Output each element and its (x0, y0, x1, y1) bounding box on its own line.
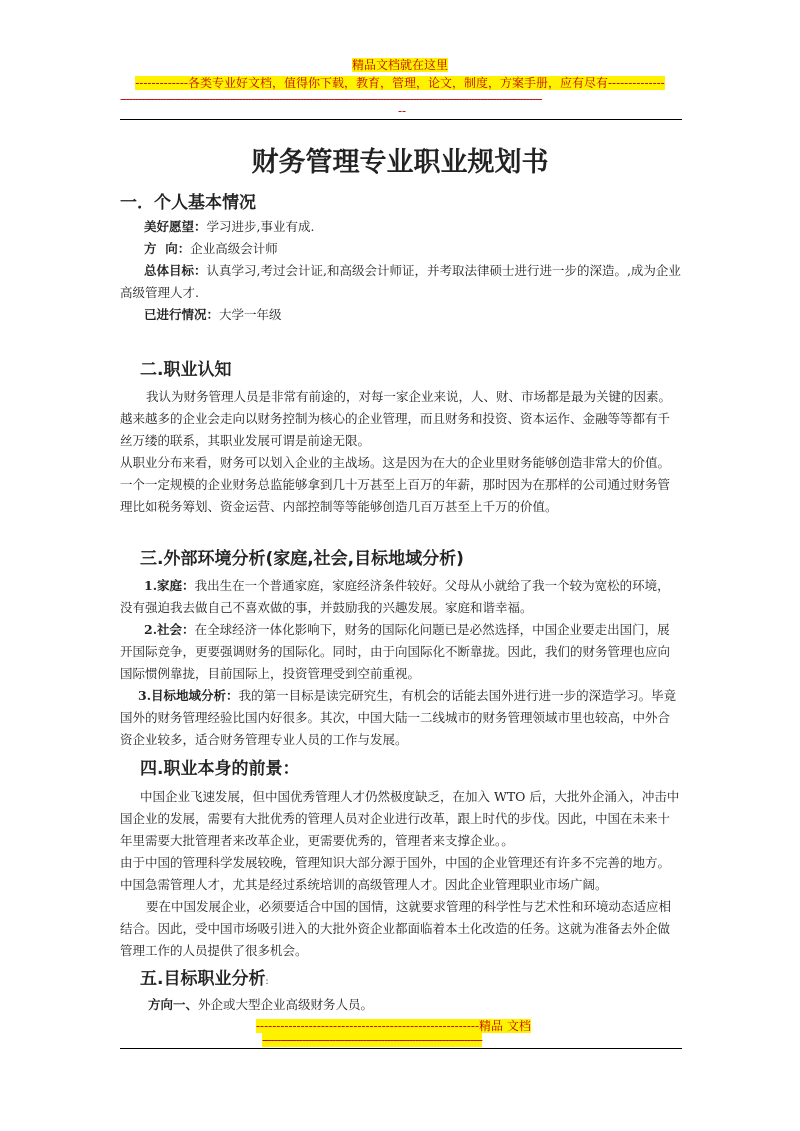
section-5-item-1-label: 方向一、 (148, 997, 199, 1012)
section-2-heading: 二.职业认知 (140, 360, 232, 380)
section-1-item-4-text: 大学一年级 (219, 307, 282, 322)
section-5-heading (140, 964, 269, 989)
section-1-item-4-label: 已进行情况： (144, 307, 220, 322)
section-1-item-3-text: 认真学习,考过会计证,和高级会计师证，并考取法律硕士进行进一步的深造。,成为企业高级管理人才. (120, 263, 681, 300)
document-title: 财务管理专业职业规划书 (251, 147, 549, 178)
section-2-paragraph-1: 我认为财务管理人员是非常有前途的，对每一家企业来说，人、财、市场都是最为关键的因素。越来越多的企业会走向以财务控制为核心的企业管理，而且财务和投资、资本运作、金融等等都有千丝万缕的联系，其职业发展可谓是前途无限。 (120, 389, 672, 448)
section-3-item-1-text: 我出生在一个普通家庭，家庭经济条件较好。父母从小就给了我一个较为宽松的环境，没有强迫我去做自己不喜欢做的事，并鼓励我的兴趣发展。家庭和谐幸福。 (120, 578, 670, 615)
section-4-paragraph-1: 中国企业飞速发展，但中国优秀管理人才仍然极度缺乏，在加入 WTO 后，大批外企涌入，冲击中国企业的发展，需要有大批优秀的管理人员对企业进行改革，跟上时代的步伐。因此，中国在未来十年里需要大批管理者来改革企业，更需要优秀的，管理者来支撑企业。。 (120, 789, 680, 848)
section-1-item-2 (144, 238, 682, 260)
footer-banner-text: -------------------------------------------------------精品 文档 (256, 1019, 531, 1033)
header-dash-line: ------------------------------------------------------------------------------------------------------------------------------------------ (120, 92, 542, 106)
section-1-item-1-label: 美好愿望： (144, 219, 207, 234)
section-3-item-2 (120, 619, 682, 685)
section-3-item-2-label: 2.社会： (144, 622, 195, 637)
header-dash-tail: -- (398, 104, 407, 118)
footer-line-1 (256, 1017, 531, 1034)
section-1-item-1-text: 学习进步,事业有成. (206, 219, 315, 234)
section-3-heading: 三.外部环境分析(家庭,社会,目标地域分析) (140, 549, 464, 569)
section-5-item-1 (148, 994, 682, 1016)
header-rule (120, 119, 682, 120)
section-3-item-3 (120, 685, 682, 751)
section-1-item-4 (144, 304, 682, 326)
header-line-1 (0, 56, 800, 73)
header-banner-text: 精品文档就在这里 (351, 58, 448, 72)
section-1-item-1 (144, 216, 682, 238)
footer-dash-text: ------------------------------------------------------------------------ (262, 1033, 482, 1047)
section-1-item-2-text: 企业高级会计师 (190, 241, 278, 256)
section-5-item-1-text: 外企或大型企业高级财务人员。 (198, 997, 374, 1012)
section-4-paragraph-3: 要在中国发展企业，必须要适合中国的国情，这就要求管理的科学性与艺术性和环境动态适应相结合。因此，受中国市场吸引进入的大批外资企业都面临着本土化改造的任务。这就为准备去外企做管理工作的人员提供了很多机会。 (120, 899, 672, 958)
section-4-heading: 四.职业本身的前景： (140, 759, 300, 779)
section-1-item-3-label: 总体目标： (144, 263, 207, 278)
section-4-paragraph-2: 由于中国的管理科学发展较晚，管理知识大部分源于国外，中国的企业管理还有许多不完善的地方。中国急需管理人才，尤其是经过系统培训的高级管理人才。因此企业管理职业市场广阔。 (120, 855, 671, 892)
section-3-item-2-text: 在全球经济一体化影响下，财务的国际化问题已是必然选择，中国企业要走出国门，展开国际竞争，更要强调财务的国际化。同时，由于向国际化不断靠拢。因此，我们的财务管理也应向国际惯例靠拢，目前国际上，投资管理受到空前重视。 (120, 622, 671, 681)
section-2-paragraph-2: 从职业分布来看，财务可以划入企业的主战场。这是因为在大的企业里财务能够创造非常大的价值。一个一定规模的企业财务总监能够拿到几十万甚至上百万的年薪，那时因为在那样的公司通过财务管理比如税务筹划、资金运营、内部控制等等能够创造几百万甚至上千万的价值。 (120, 455, 671, 514)
section-3-item-1 (120, 575, 682, 619)
header-line-2 (0, 74, 800, 91)
footer-rule (120, 1048, 682, 1049)
header-slogan-text: -------------各类专业好文档，值得你下载，教育，管理，论文，制度，方案手册，应有尽有-------------- (135, 76, 665, 90)
section-1-item-2-label: 方 向： (144, 241, 191, 256)
section-5-heading-text: 五.目标职业分析 (140, 969, 266, 989)
section-1-heading: 一．个人基本情况 (120, 193, 256, 213)
footer-line-2 (262, 1033, 482, 1047)
section-3-item-3-text: 我的第一目标是读完研究生，有机会的话能去国外进行进一步的深造学习。毕竟国外的财务管理经验比国内好很多。其次，中国大陆一二线城市的财务管理领域市里也较高，中外合资企业较多，适合财务管理专业人员的工作与发展。 (120, 688, 677, 747)
section-3-item-1-label: 1.家庭： (144, 578, 195, 593)
section-5-heading-colon: : (265, 977, 269, 987)
section-1-item-3 (120, 260, 682, 304)
section-3-item-3-label: 3.目标地域分析： (138, 688, 239, 703)
